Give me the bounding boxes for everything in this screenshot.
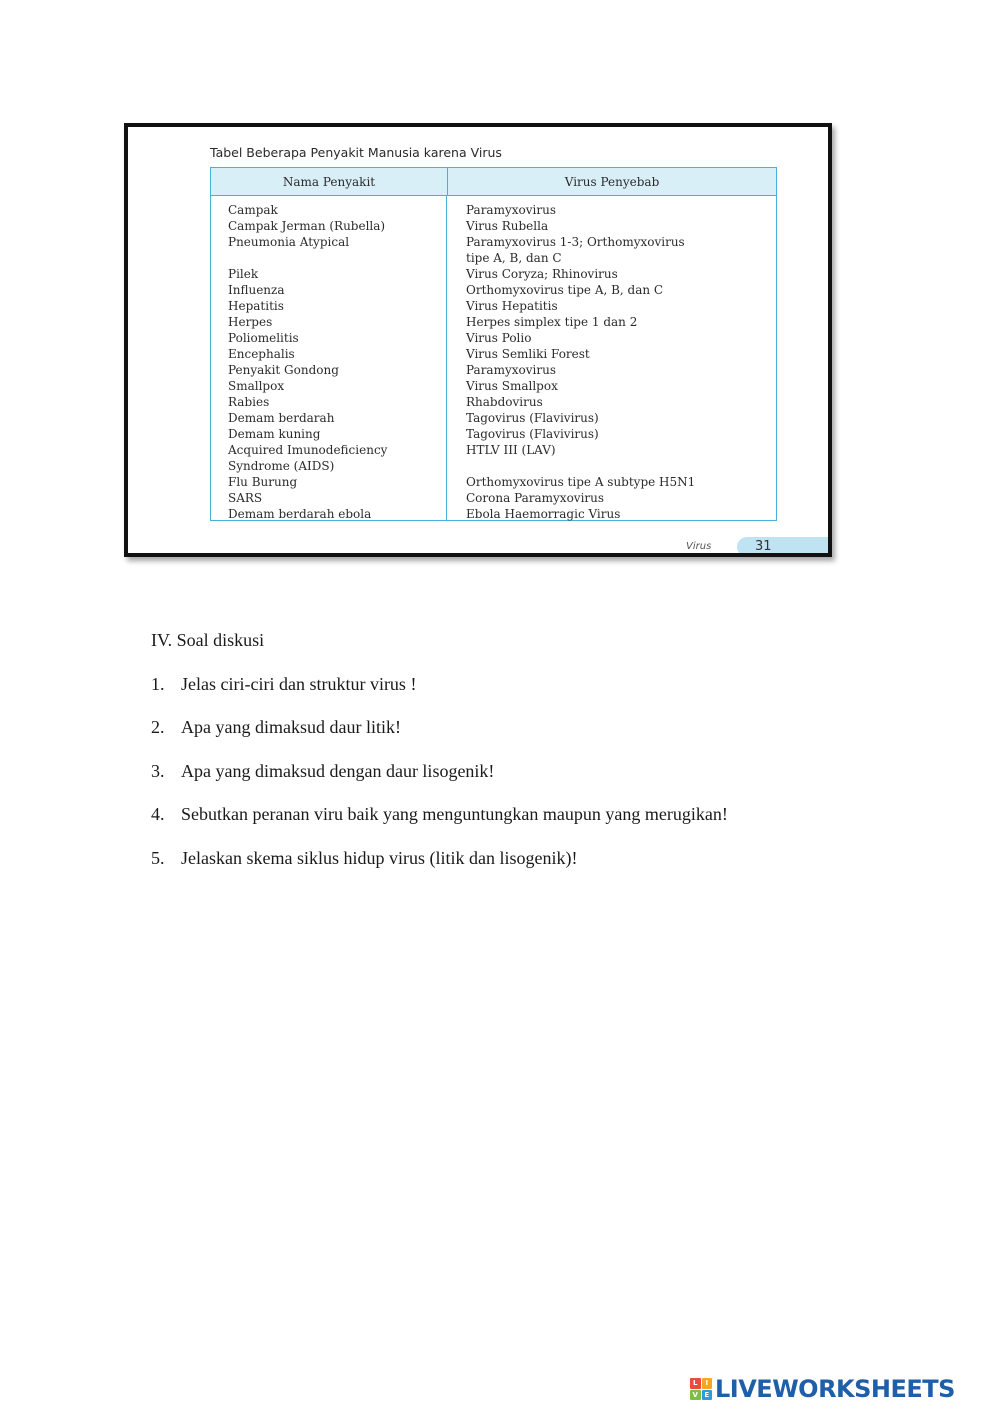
disease-column <box>211 196 447 520</box>
question-item <box>151 717 401 738</box>
question-item <box>151 674 416 695</box>
disease-cell: Demam kuning <box>228 427 321 441</box>
question-item <box>151 804 728 825</box>
question-number: 3. <box>151 761 165 781</box>
virus-cell: Tagovirus (Flavivirus) <box>466 427 599 441</box>
liveworksheets-brand <box>690 1374 955 1404</box>
page-footer <box>672 537 832 557</box>
disease-cell: Poliomelitis <box>228 331 299 345</box>
virus-cell: Virus Semliki Forest <box>466 347 590 361</box>
question-text: Apa yang dimaksud dengan daur lisogenik! <box>181 761 495 781</box>
table-image <box>124 123 832 557</box>
virus-cell: Herpes simplex tipe 1 dan 2 <box>466 315 638 329</box>
question-text: Jelaskan skema siklus hidup virus (litik dan lisogenik)! <box>181 848 578 868</box>
virus-cell: Orthomyxovirus tipe A subtype H5N1 <box>466 475 696 489</box>
virus-cell: Virus Hepatitis <box>466 299 558 313</box>
disease-cell: Demam berdarah ebola <box>228 507 372 521</box>
virus-cell: Virus Polio <box>466 331 532 345</box>
question-text: Sebutkan peranan viru baik yang menguntungkan maupun yang merugikan! <box>181 804 728 824</box>
virus-cell: Orthomyxovirus tipe A, B, dan C <box>466 283 664 297</box>
virus-cell: Paramyxovirus <box>466 203 556 217</box>
question-item <box>151 848 577 869</box>
virus-cell: Paramyxovirus 1-3; Orthomyxovirus <box>466 235 685 249</box>
question-number: 1. <box>151 674 165 694</box>
virus-cell: tipe A, B, dan C <box>466 251 562 265</box>
question-number: 4. <box>151 804 165 824</box>
disease-cell: Pilek <box>228 267 259 281</box>
virus-cell <box>466 458 776 474</box>
table-body <box>211 196 776 520</box>
page-number: 31 <box>755 539 772 554</box>
disease-cell: Pneumonia Atypical <box>228 235 350 249</box>
header-virus-cause: Virus Penyebab <box>564 174 660 189</box>
disease-cell: Demam berdarah <box>228 411 335 425</box>
brand-text: LIVEWORKSHEETS <box>715 1375 955 1403</box>
liveworksheets-logo-icon: L I V E <box>690 1378 712 1400</box>
virus-cell: HTLV III (LAV) <box>466 443 556 457</box>
disease-cell <box>228 250 446 266</box>
header-disease-name: Nama Penyakit <box>211 168 448 195</box>
virus-column <box>447 196 776 520</box>
question-number: 2. <box>151 717 165 737</box>
disease-cell: Flu Burung <box>228 475 298 489</box>
question-text: Jelas ciri-ciri dan struktur virus ! <box>181 674 417 694</box>
disease-cell: Encephalis <box>228 347 295 361</box>
table-caption: Tabel Beberapa Penyakit Manusia karena Virus <box>210 145 502 160</box>
question-number: 5. <box>151 848 165 868</box>
disease-cell: Syndrome (AIDS) <box>228 459 335 473</box>
question-item <box>151 761 494 782</box>
disease-virus-table <box>210 167 777 521</box>
disease-cell: Herpes <box>228 315 273 329</box>
virus-cell: Virus Smallpox <box>466 379 558 393</box>
disease-cell: SARS <box>228 491 263 505</box>
disease-cell: Campak Jerman (Rubella) <box>228 219 386 233</box>
virus-cell: Corona Paramyxovirus <box>466 491 605 505</box>
footer-label: Virus <box>686 541 712 552</box>
virus-cell: Ebola Haemorragic Virus <box>466 507 621 521</box>
virus-cell: Virus Rubella <box>466 219 549 233</box>
table-header <box>211 168 776 196</box>
virus-cell: Paramyxovirus <box>466 363 556 377</box>
disease-cell: Influenza <box>228 283 285 297</box>
disease-cell: Rabies <box>228 395 270 409</box>
section-heading: IV. Soal diskusi <box>151 630 265 650</box>
virus-cell: Virus Coryza; Rhinovirus <box>466 267 618 281</box>
virus-cell: Rhabdovirus <box>466 395 543 409</box>
page-number-badge <box>737 537 832 557</box>
disease-cell: Acquired Imunodeficiency <box>228 443 388 457</box>
disease-cell: Hepatitis <box>228 299 284 313</box>
disease-cell: Penyakit Gondong <box>228 363 339 377</box>
disease-cell: Smallpox <box>228 379 285 393</box>
disease-cell: Campak <box>228 203 278 217</box>
question-text: Apa yang dimaksud daur litik! <box>181 717 401 737</box>
virus-cell: Tagovirus (Flavivirus) <box>466 411 599 425</box>
